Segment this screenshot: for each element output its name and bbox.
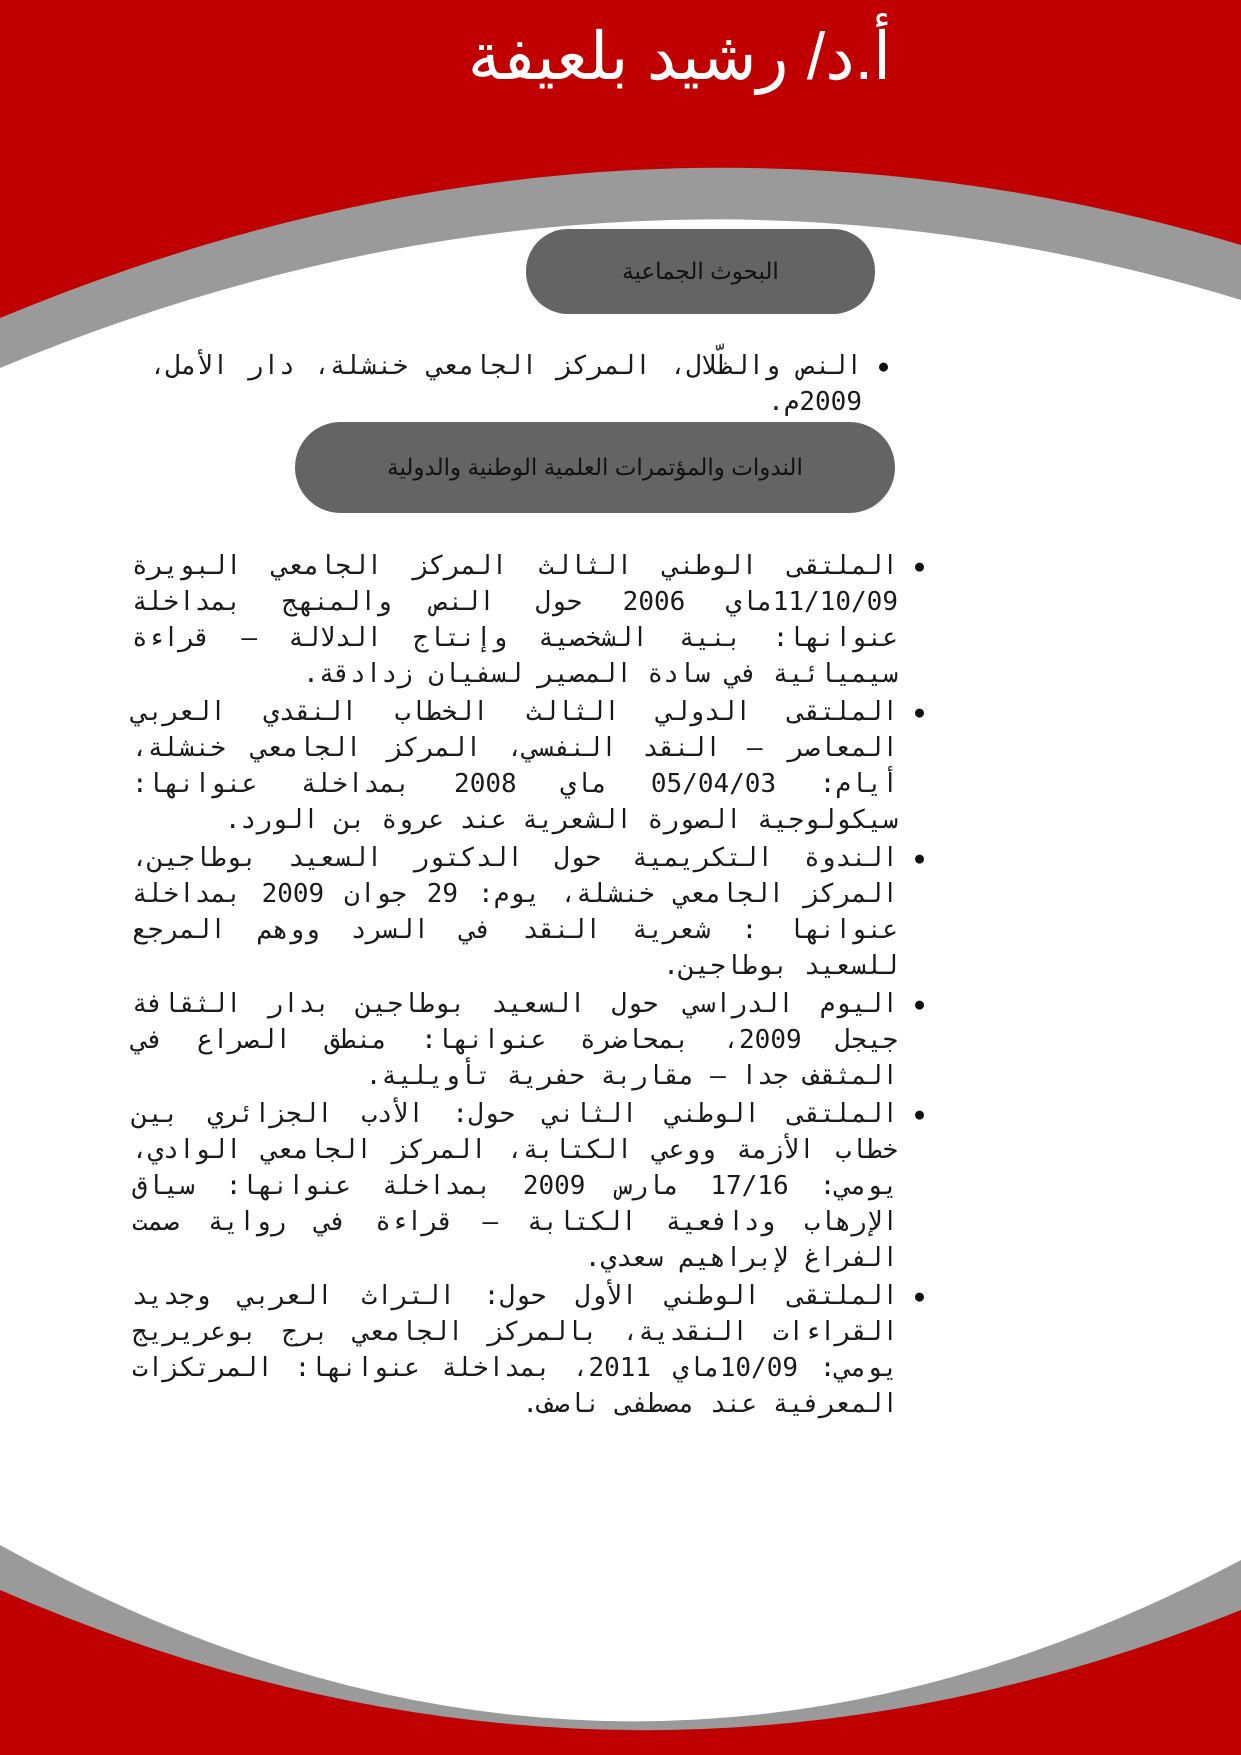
collective-research-list xyxy=(150,348,862,422)
conferences-list xyxy=(132,548,898,1424)
list-item: ● اليوم الدراسي حول السعيد بوطاجين بدار الثقافة جيجل 2009، بمحاضرة عنوانها: منطق الصراع في المثقف جدا – مقاربة حفرية تأويلية. xyxy=(132,986,898,1094)
list-item: ● النص والظّلال، المركز الجامعي خنشلة، دار الأمل، 2009م. xyxy=(150,348,862,420)
collective-research-heading: البحوث الجماعية xyxy=(526,229,875,314)
conferences-heading: الندوات والمؤتمرات العلمية الوطنية والدولية xyxy=(295,422,895,513)
list-item: ● الملتقى الوطني الأول حول: التراث العربي وجديد القراءات النقدية، بالمركز الجامعي برج بوعريريج يومي: 10/09ماي 2011، بمداخلة عنوانها: المرتكزات المعرفية عند مصطفى ناصف. xyxy=(132,1278,898,1422)
list-item: ● الملتقى الوطني الثالث المركز الجامعي البويرة 11/10/09ماي 2006 حول النص والمنهج بمداخلة عنوانها: بنية الشخصية وإنتاج الدلالة – قراءة سيميائية في سادة المصير لسفيان زدادقة. xyxy=(132,548,898,692)
list-item: ● الملتقى الوطني الثاني حول: الأدب الجزائري بين خطاب الأزمة ووعي الكتابة، المركز الجامعي الوادي، يومي: 17/16 مارس 2009 بمداخلة عنوانها: سياق الإرهاب ودافعية الكتابة – قراءة في رواية صمت الفراغ لإبراهيم سعدي. xyxy=(132,1096,898,1276)
list-item: ● الندوة التكريمية حول الدكتور السعيد بوطاجين، المركز الجامعي خنشلة، يوم: 29 جوان 2009 بمداخلة عنوانها : شعرية النقد في السرد ووهم المرجع للسعيد بوطاجين. xyxy=(132,840,898,984)
author-title: أ.د/ رشيد بلعيفة xyxy=(467,19,892,93)
list-item: ● الملتقى الدولي الثالث الخطاب النقدي العربي المعاصر – النقد النفسي، المركز الجامعي خنشلة، أيام: 05/04/03 ماي 2008 بمداخلة عنوانها: سيكولوجية الصورة الشعرية عند عروة بن الورد. xyxy=(132,694,898,838)
